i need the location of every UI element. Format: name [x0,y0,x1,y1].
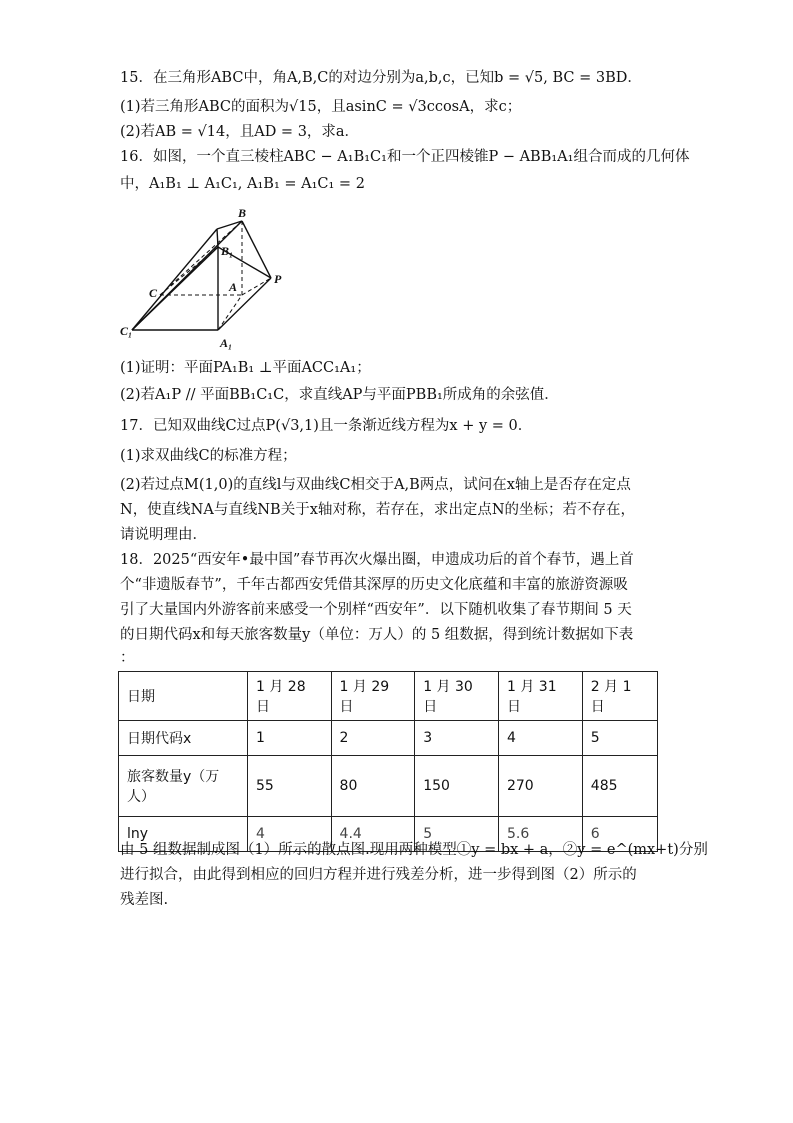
row-label: 旅客数量y（万人） [119,756,248,817]
edge-a1-a [218,295,242,330]
q18-line-8: 残差图. [120,892,169,908]
table-cell: 2 [331,721,415,756]
q15-line-2: (1)若三角形ABC的面积为√15，且asinC = √3ccosA，求c； [120,99,522,115]
table-cell: 1 [248,721,332,756]
q18-line-2: 个“非遗版春节”，千年古都西安凭借其深厚的历史文化底蕴和丰富的旅游资源吸 [120,577,628,593]
q18-line-6: 由 5 组数据制成图（1）所示的散点图.现用两种模型①y = bx + a，②y = e^(mx+t)分别 [120,842,708,858]
edge-c1-b1-front [132,247,218,330]
label-p: P [274,272,282,286]
q18-line-4: 的日期代码x和每天旅客数量y（单位：万人）的 5 组数据，得到统计数据如下表 [120,627,634,643]
table-cell: 2 月 1 日 [582,672,657,721]
table-cell: 270 [498,756,582,817]
label-c: C [149,286,158,300]
q16-line-4: (2)若A₁P // 平面BB₁C₁C，求直线AP与平面PBB₁所成角的余弦值． [120,387,559,403]
q16-line-3: (1)证明：平面PA₁B₁ ⊥平面ACC₁A₁； [120,360,371,376]
edge-a1-p [218,278,271,330]
row-label: 日期代码x [119,721,248,756]
table-row [119,756,658,817]
q15-line-1: 15．在三角形ABC中，角A,B,C的对边分别为a,b,c，已知b = √5, BC = 3BD． [120,70,642,86]
q17-line-3: (2)若过点M(1,0)的直线l与双曲线C相交于A,B两点，试问在x轴上是否存在定点 [120,477,631,493]
table-row [119,721,658,756]
q17-line-1: 17．已知双曲线C过点P(√3,1)且一条渐近线方程为x + y = 0． [120,418,533,434]
q18-line-7: 进行拟合，由此得到相应的回归方程并进行残差分析，进一步得到图（2）所示的 [120,867,637,883]
label-b1: B₁ [221,244,234,258]
statistics-table [118,671,658,852]
table-cell: 150 [415,756,499,817]
table-cell: 1 月 29 日 [331,672,415,721]
table-cell: 4 [498,721,582,756]
table-cell: 1 月 30 日 [415,672,499,721]
row-label: 日期 [119,672,248,721]
table-cell: 5 [415,817,499,852]
table-cell: 3 [415,721,499,756]
q18-line-3: 引了大量国内外游客前来感受一个别样“西安年”．以下随机收集了春节期间 5 天 [120,602,632,618]
q17-line-4: N，使直线NA与直线NB关于x轴对称，若存在，求出定点N的坐标；若不存在， [120,502,636,518]
edge-c-b1 [160,247,218,295]
label-a1: A₁ [220,336,233,350]
label-c1: C₁ [120,324,133,338]
q17-line-2: (1)求双曲线C的标准方程； [120,448,297,464]
table-row [119,672,658,721]
edge-c1-b1 [132,229,217,330]
q17-line-5: 请说明理由． [120,527,207,543]
row-label: lny [119,817,248,852]
prism-pyramid-figure [118,205,293,353]
q15-line-3: (2)若AB = √14，且AD = 3，求a． [120,124,360,140]
q18-line-1: 18．2025“西安年•最中国”春节再次火爆出圈，申遗成功后的首个春节，遇上首 [120,552,634,568]
q16-line-2: 中，A₁B₁ ⊥ A₁C₁, A₁B₁ = A₁C₁ = 2 [120,176,365,192]
table-cell: 5.6 [498,817,582,852]
table-cell: 80 [331,756,415,817]
table-cell: 4 [248,817,332,852]
table-cell: 55 [248,756,332,817]
q18-line-5: ： [120,650,135,666]
label-a: A [229,280,238,294]
table-cell: 1 月 28 日 [248,672,332,721]
q16-line-1: 16．如图，一个直三棱柱ABC − A₁B₁C₁和一个正四棱锥P − ABB₁A₁组合而成的几何体 [120,149,690,165]
table-cell: 4.4 [331,817,415,852]
table-cell: 485 [582,756,657,817]
table-cell: 6 [582,817,657,852]
label-b: B [238,206,247,220]
table-cell: 1 月 31 日 [498,672,582,721]
table-cell: 5 [582,721,657,756]
